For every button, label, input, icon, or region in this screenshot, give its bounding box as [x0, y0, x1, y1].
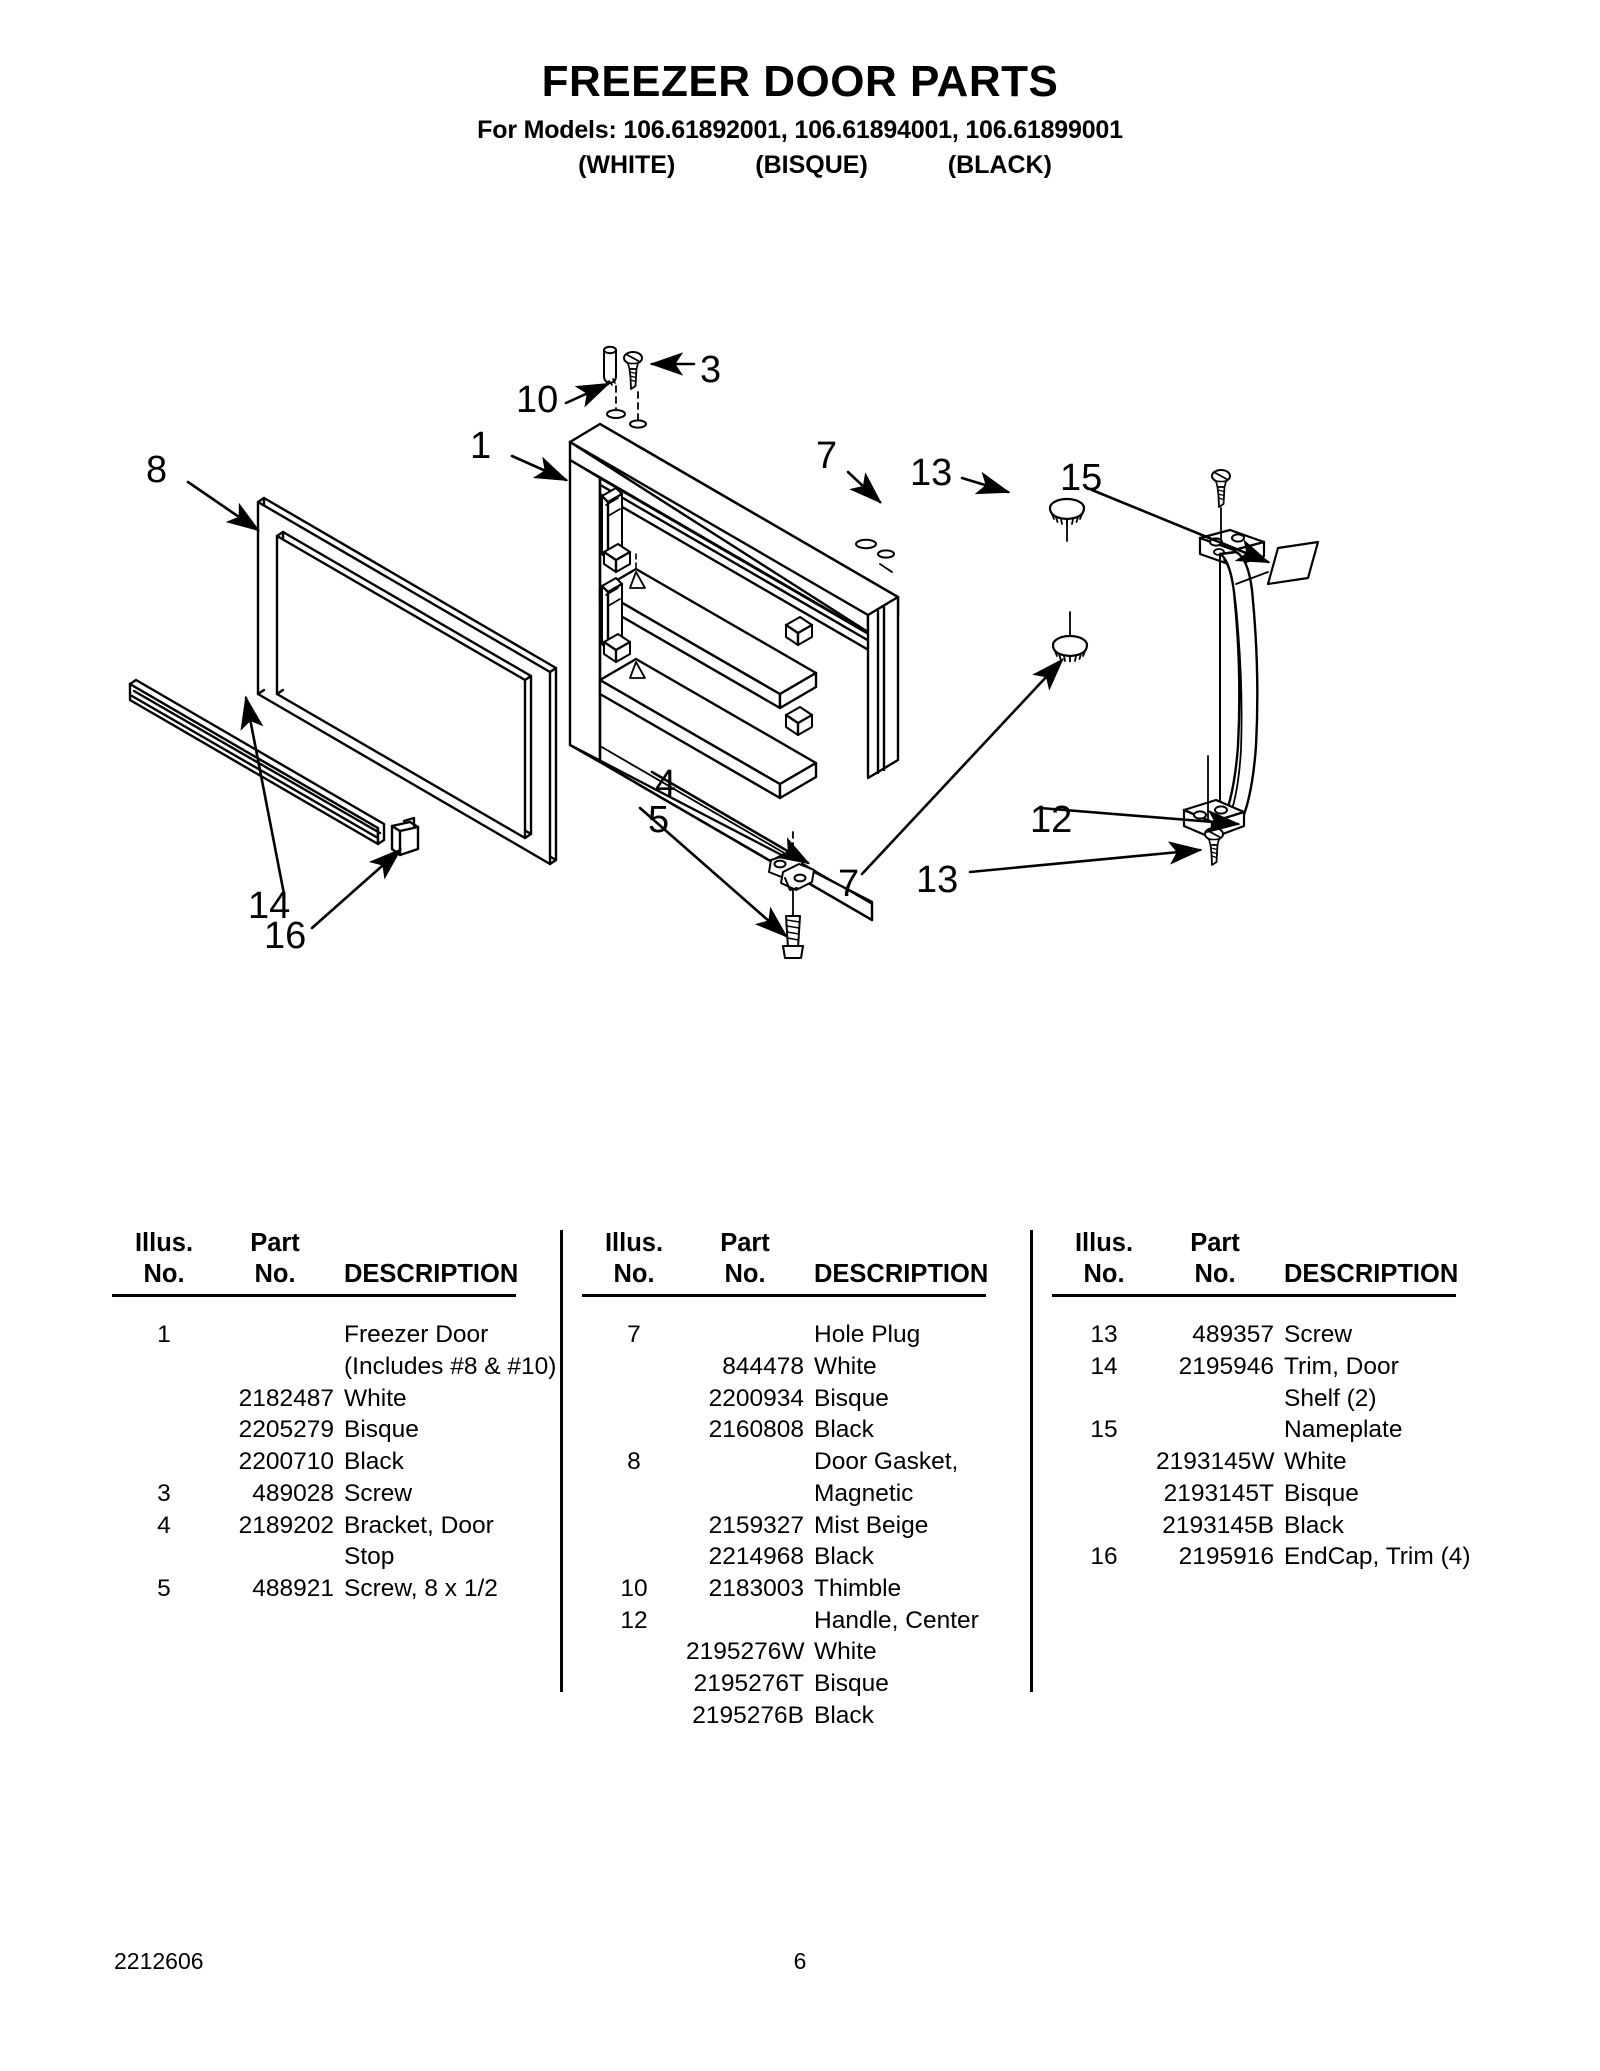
callout-7-lower: 7	[838, 863, 860, 905]
header-description: DESCRIPTION	[344, 1260, 519, 1289]
table-row	[1052, 1351, 1500, 1383]
part-screw-13-top	[1212, 470, 1230, 507]
cell-illus-no	[582, 1383, 686, 1415]
parts-table-column-2	[560, 1228, 1030, 1732]
cell-illus-no	[112, 1383, 216, 1415]
table-row	[112, 1446, 560, 1478]
part-screw-13-bottom	[1205, 828, 1223, 865]
cell-description: White	[344, 1384, 407, 1412]
cell-description: Freezer Door	[344, 1321, 489, 1349]
part-screw-3	[624, 352, 642, 389]
cell-description: Screw	[1284, 1321, 1353, 1349]
cell-description: Thimble	[814, 1574, 902, 1602]
footer-page-number: 6	[793, 1948, 807, 1974]
table-row	[112, 1414, 560, 1446]
models-line: For Models: 106.61892001, 106.61894001, 106.61899001	[477, 115, 1123, 144]
cell-illus-no: 4	[157, 1511, 171, 1539]
column-2-rows	[582, 1319, 1030, 1731]
cell-part-no: 2205279	[238, 1416, 334, 1444]
footer-document-number: 2212606	[114, 1948, 204, 1974]
leader-8	[188, 482, 258, 530]
cell-illus-no	[112, 1351, 216, 1383]
cell-illus-no	[112, 1446, 216, 1478]
cell-part-no: 2195276T	[693, 1670, 804, 1698]
callout-16: 16	[264, 915, 307, 957]
finish-bisque: (BISQUE)	[755, 150, 868, 179]
table-row	[112, 1510, 560, 1542]
header-illus-line2: No.	[613, 1260, 655, 1289]
table-row	[582, 1573, 1030, 1605]
cell-part-no: 2160808	[708, 1416, 804, 1444]
cell-illus-no: 3	[157, 1479, 171, 1507]
cell-illus-no	[1052, 1383, 1156, 1415]
cell-illus-no: 1	[157, 1321, 171, 1349]
callout-8: 8	[146, 449, 168, 491]
cell-part-no: 2195946	[1178, 1352, 1274, 1380]
header-rule	[112, 1294, 516, 1297]
cell-illus-no	[112, 1414, 216, 1446]
table-row	[582, 1414, 1030, 1446]
cell-part-no	[686, 1319, 804, 1351]
part-center-handle	[1184, 530, 1264, 838]
column-3-header	[1052, 1228, 1500, 1297]
cell-part-no	[686, 1605, 804, 1637]
cell-description: Handle, Center	[814, 1606, 979, 1634]
cell-part-no: 2189202	[238, 1511, 334, 1539]
table-row	[582, 1668, 1030, 1700]
table-row	[582, 1319, 1030, 1351]
parts-table-column-3	[1030, 1228, 1500, 1732]
table-row	[112, 1573, 560, 1605]
cell-part-no	[216, 1351, 334, 1383]
table-row	[1052, 1383, 1500, 1415]
exploded-parts-diagram	[0, 160, 1600, 1200]
leader-7-upper	[848, 472, 880, 502]
cell-illus-no	[582, 1541, 686, 1573]
part-nameplate	[1268, 542, 1318, 584]
part-thimble	[604, 347, 616, 385]
leader-13-bottom	[970, 850, 1200, 872]
cell-illus-no	[1052, 1510, 1156, 1542]
cell-illus-no: 13	[1090, 1321, 1118, 1349]
callout-7-upper: 7	[816, 435, 838, 477]
cell-illus-no: 8	[627, 1448, 641, 1476]
leader-15	[1092, 490, 1268, 562]
cell-part-no: 2183003	[708, 1574, 804, 1602]
cell-illus-no	[582, 1414, 686, 1446]
cell-description: Screw	[344, 1479, 413, 1507]
cell-illus-no: 14	[1090, 1352, 1118, 1380]
cell-illus-no: 15	[1090, 1416, 1118, 1444]
table-row	[112, 1541, 560, 1573]
table-row	[582, 1383, 1030, 1415]
leader-10	[566, 384, 608, 403]
cell-description: Black	[814, 1416, 874, 1444]
header-illus-line1: Illus.	[1074, 1229, 1134, 1257]
cell-description: Mist Beige	[814, 1511, 929, 1539]
cell-description: (Includes #8 & #10)	[344, 1352, 557, 1380]
callout-4: 4	[655, 763, 677, 805]
header-description: DESCRIPTION	[1284, 1260, 1459, 1289]
cell-part-no	[1156, 1383, 1274, 1415]
cell-illus-no	[1052, 1446, 1156, 1478]
header-rule	[1052, 1294, 1456, 1297]
header-description: DESCRIPTION	[814, 1260, 989, 1289]
cell-part-no	[216, 1319, 334, 1351]
callout-13-bottom: 13	[916, 859, 959, 901]
column-1-rows	[112, 1319, 560, 1604]
cell-description: Black	[814, 1701, 874, 1729]
cell-illus-no	[582, 1510, 686, 1542]
cell-description: Trim, Door	[1284, 1352, 1399, 1380]
cell-description: Bisque	[814, 1384, 889, 1412]
cell-description: Bracket, Door	[344, 1511, 494, 1539]
cell-illus-no	[582, 1700, 686, 1732]
cell-illus-no	[582, 1636, 686, 1668]
cell-description: Nameplate	[1284, 1416, 1403, 1444]
table-row	[1052, 1510, 1500, 1542]
table-row	[1052, 1541, 1500, 1573]
part-trim-endcap	[392, 818, 418, 855]
cell-description: EndCap, Trim (4)	[1284, 1543, 1471, 1571]
cell-part-no: 844478	[722, 1352, 804, 1380]
cell-illus-no	[582, 1478, 686, 1510]
cell-description: Black	[344, 1448, 404, 1476]
table-row	[112, 1319, 560, 1351]
cell-description: Black	[814, 1543, 874, 1571]
part-door-gasket	[258, 498, 556, 864]
table-row	[582, 1351, 1030, 1383]
cell-illus-no: 16	[1090, 1543, 1118, 1571]
callout-10: 10	[516, 379, 559, 421]
table-row	[1052, 1446, 1500, 1478]
column-3-rows	[1052, 1319, 1500, 1573]
header-illus-line2: No.	[1083, 1260, 1125, 1289]
cell-description: Bisque	[344, 1416, 419, 1444]
page-title: FREEZER DOOR PARTS	[541, 57, 1059, 106]
leader-16	[312, 850, 400, 928]
cell-description: Hole Plug	[814, 1321, 921, 1349]
cell-description: Shelf (2)	[1284, 1384, 1377, 1412]
parts-table-column-1	[112, 1228, 560, 1732]
cell-part-no: 489028	[252, 1479, 334, 1507]
table-row	[112, 1383, 560, 1415]
table-row	[1052, 1319, 1500, 1351]
header-illus-line2: No.	[143, 1260, 185, 1289]
cell-description: Bisque	[814, 1670, 889, 1698]
cell-part-no	[686, 1478, 804, 1510]
cell-description: Magnetic	[814, 1479, 914, 1507]
cell-description: Stop	[344, 1543, 395, 1571]
header-part-line1: Part	[250, 1229, 300, 1257]
header-part-line2: No.	[254, 1260, 296, 1289]
table-row	[582, 1541, 1030, 1573]
cell-illus-no: 5	[157, 1574, 171, 1602]
leader-13-top	[962, 478, 1008, 492]
column-1-header	[112, 1228, 560, 1297]
cell-illus-no: 7	[627, 1321, 641, 1349]
cell-part-no: 2214968	[708, 1543, 804, 1571]
part-hole-plug-lower	[1053, 636, 1087, 662]
callout-12: 12	[1030, 799, 1073, 841]
cell-illus-no: 12	[620, 1606, 648, 1634]
table-row	[582, 1446, 1030, 1478]
header-part-line2: No.	[724, 1260, 766, 1289]
cell-illus-no: 10	[620, 1574, 648, 1602]
cell-description: White	[1284, 1448, 1347, 1476]
header-rule	[582, 1294, 986, 1297]
cell-description: White	[814, 1638, 877, 1666]
table-row	[582, 1478, 1030, 1510]
callout-5: 5	[648, 799, 670, 841]
cell-part-no: 2159327	[708, 1511, 804, 1539]
finish-black: (BLACK)	[947, 150, 1052, 179]
table-row	[112, 1351, 560, 1383]
leader-14	[246, 698, 284, 894]
cell-part-no: 2193145T	[1163, 1479, 1274, 1507]
header-part-line1: Part	[720, 1229, 770, 1257]
cell-illus-no	[582, 1668, 686, 1700]
parts-list-table	[112, 1228, 1502, 1732]
cell-part-no: 2200710	[238, 1448, 334, 1476]
leader-1	[512, 456, 566, 480]
cell-description: Screw, 8 x 1/2	[344, 1574, 498, 1602]
header-illus-line1: Illus.	[134, 1229, 194, 1257]
callout-3: 3	[700, 349, 722, 391]
cell-part-no	[216, 1541, 334, 1573]
cell-part-no	[686, 1446, 804, 1478]
column-2-header	[582, 1228, 1030, 1297]
cell-part-no: 488921	[252, 1574, 334, 1602]
header-part-line1: Part	[1190, 1229, 1240, 1257]
cell-part-no: 2182487	[238, 1384, 334, 1412]
cell-description: Bisque	[1284, 1479, 1359, 1507]
callout-15: 15	[1060, 457, 1103, 499]
cell-illus-no	[1052, 1478, 1156, 1510]
cell-part-no: 2200934	[708, 1384, 804, 1412]
cell-part-no: 489357	[1192, 1321, 1274, 1349]
table-row	[582, 1700, 1030, 1732]
table-row	[112, 1478, 560, 1510]
table-row	[582, 1510, 1030, 1542]
cell-part-no: 2193145W	[1156, 1448, 1275, 1476]
table-row	[582, 1605, 1030, 1637]
cell-description: White	[814, 1352, 877, 1380]
callout-1: 1	[470, 425, 492, 467]
callout-14: 14	[248, 885, 291, 927]
cell-part-no: 2195916	[1178, 1543, 1274, 1571]
cell-description: Door Gasket,	[814, 1448, 959, 1476]
header-part-line2: No.	[1194, 1260, 1236, 1289]
cell-part-no	[1156, 1414, 1274, 1446]
part-freezer-door	[570, 410, 898, 920]
cell-description: Black	[1284, 1511, 1344, 1539]
cell-part-no: 2195276W	[686, 1638, 805, 1666]
cell-part-no: 2195276B	[692, 1701, 804, 1729]
table-row	[1052, 1414, 1500, 1446]
finish-white: (WHITE)	[578, 150, 676, 179]
cell-part-no: 2193145B	[1162, 1511, 1274, 1539]
part-door-stop-bracket	[769, 854, 814, 890]
cell-illus-no	[112, 1541, 216, 1573]
table-row	[1052, 1478, 1500, 1510]
table-row	[582, 1636, 1030, 1668]
header-illus-line1: Illus.	[604, 1229, 664, 1257]
cell-illus-no	[582, 1351, 686, 1383]
callout-13-top: 13	[910, 452, 953, 494]
